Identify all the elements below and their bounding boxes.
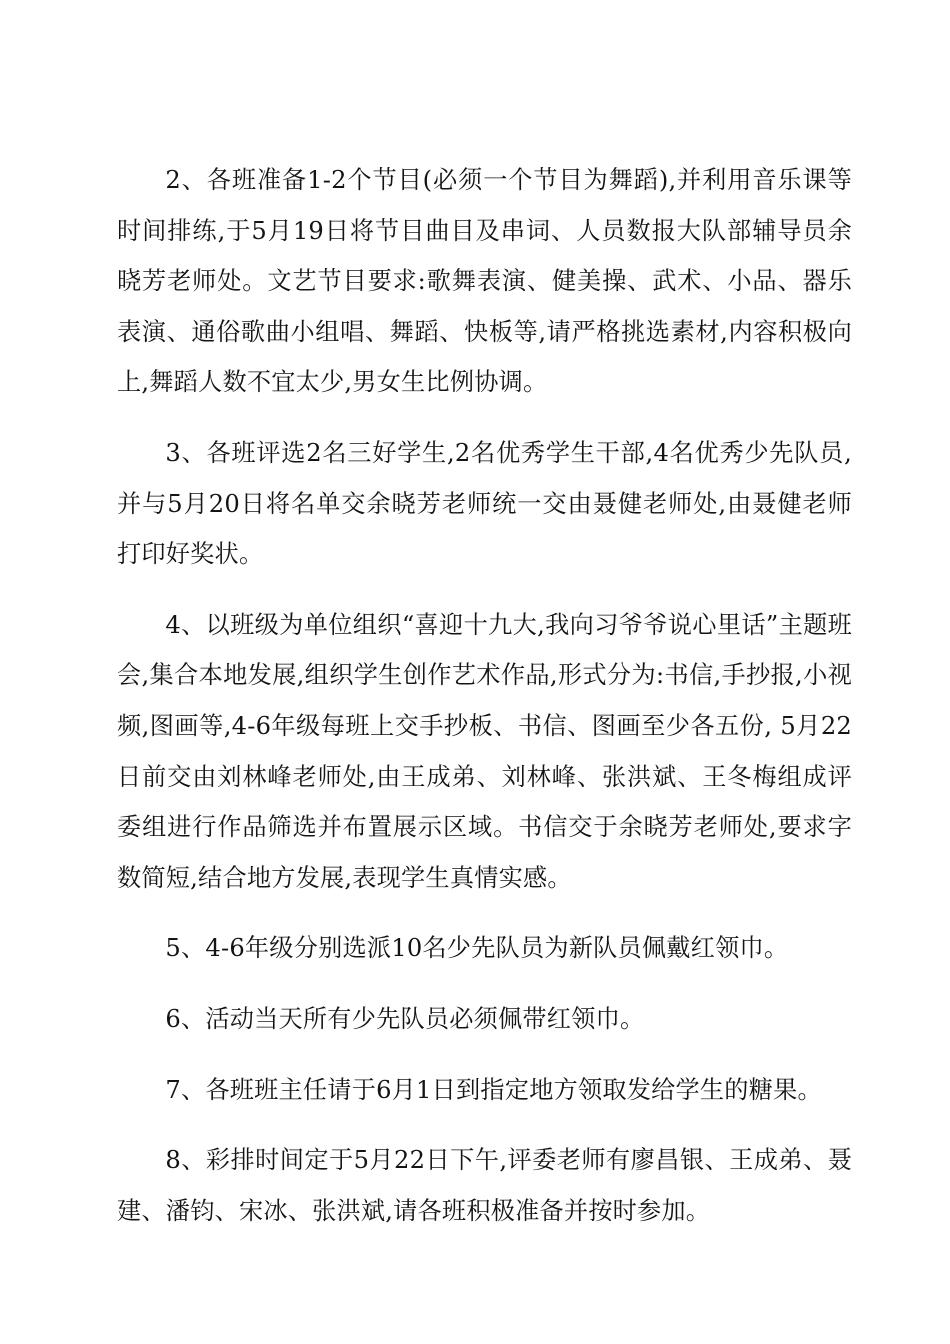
document-body xyxy=(117,155,852,1256)
paragraph-item-6: 6、活动当天所有少先队员必须佩带红领巾。 xyxy=(165,1004,645,1033)
paragraph-item-8: 8、彩排时间定于5月22日下午,评委老师有廖昌银、王成弟、聂建、潘钧、宋冰、张洪斌,请各班积极准备并按时参加。 xyxy=(117,1146,852,1225)
paragraph-item-4: 4、以班级为单位组织“喜迎十九大,我向习爷爷说心里话”主题班会,集合本地发展,组织学生创作艺术作品,形式分为:书信,手抄报,小视频,图画等,4-6年级每班上交手抄板、书信、图画至少各五份, 5月22日前交由刘林峰老师处,由王成弟、刘林峰、张洪斌、王冬梅组成评委组进行作品筛选并布置展示区域。书信交于余晓芳老师处,要求字数简短,结合地方发展,表现学生真情实感。 xyxy=(117,610,852,892)
paragraph-item-7: 7、各班班主任请于6月1日到指定地方领取发给学生的糖果。 xyxy=(165,1075,822,1104)
paragraph-item-5: 5、4-6年级分别选派10名少先队员为新队员佩戴红领巾。 xyxy=(165,934,789,963)
paragraph-item-3: 3、各班评选2名三好学生,2名优秀学生干部,4名优秀少先队员,并与5月20日将名单交余晓芳老师统一交由聂健老师处,由聂健老师打印好奖状。 xyxy=(117,438,852,569)
paragraph-item-2: 2、各班准备1-2个节目(必须一个节目为舞蹈),并利用音乐课等时间排练,于5月19日将节目曲目及串词、人员数报大队部辅导员余晓芳老师处。文艺节目要求:歌舞表演、健美操、武术、小品、器乐表演、通俗歌曲小组唱、舞蹈、快板等,请严格挑选素材,内容积极向上,舞蹈人数不宜太少,男女生比例协调。 xyxy=(117,166,852,397)
